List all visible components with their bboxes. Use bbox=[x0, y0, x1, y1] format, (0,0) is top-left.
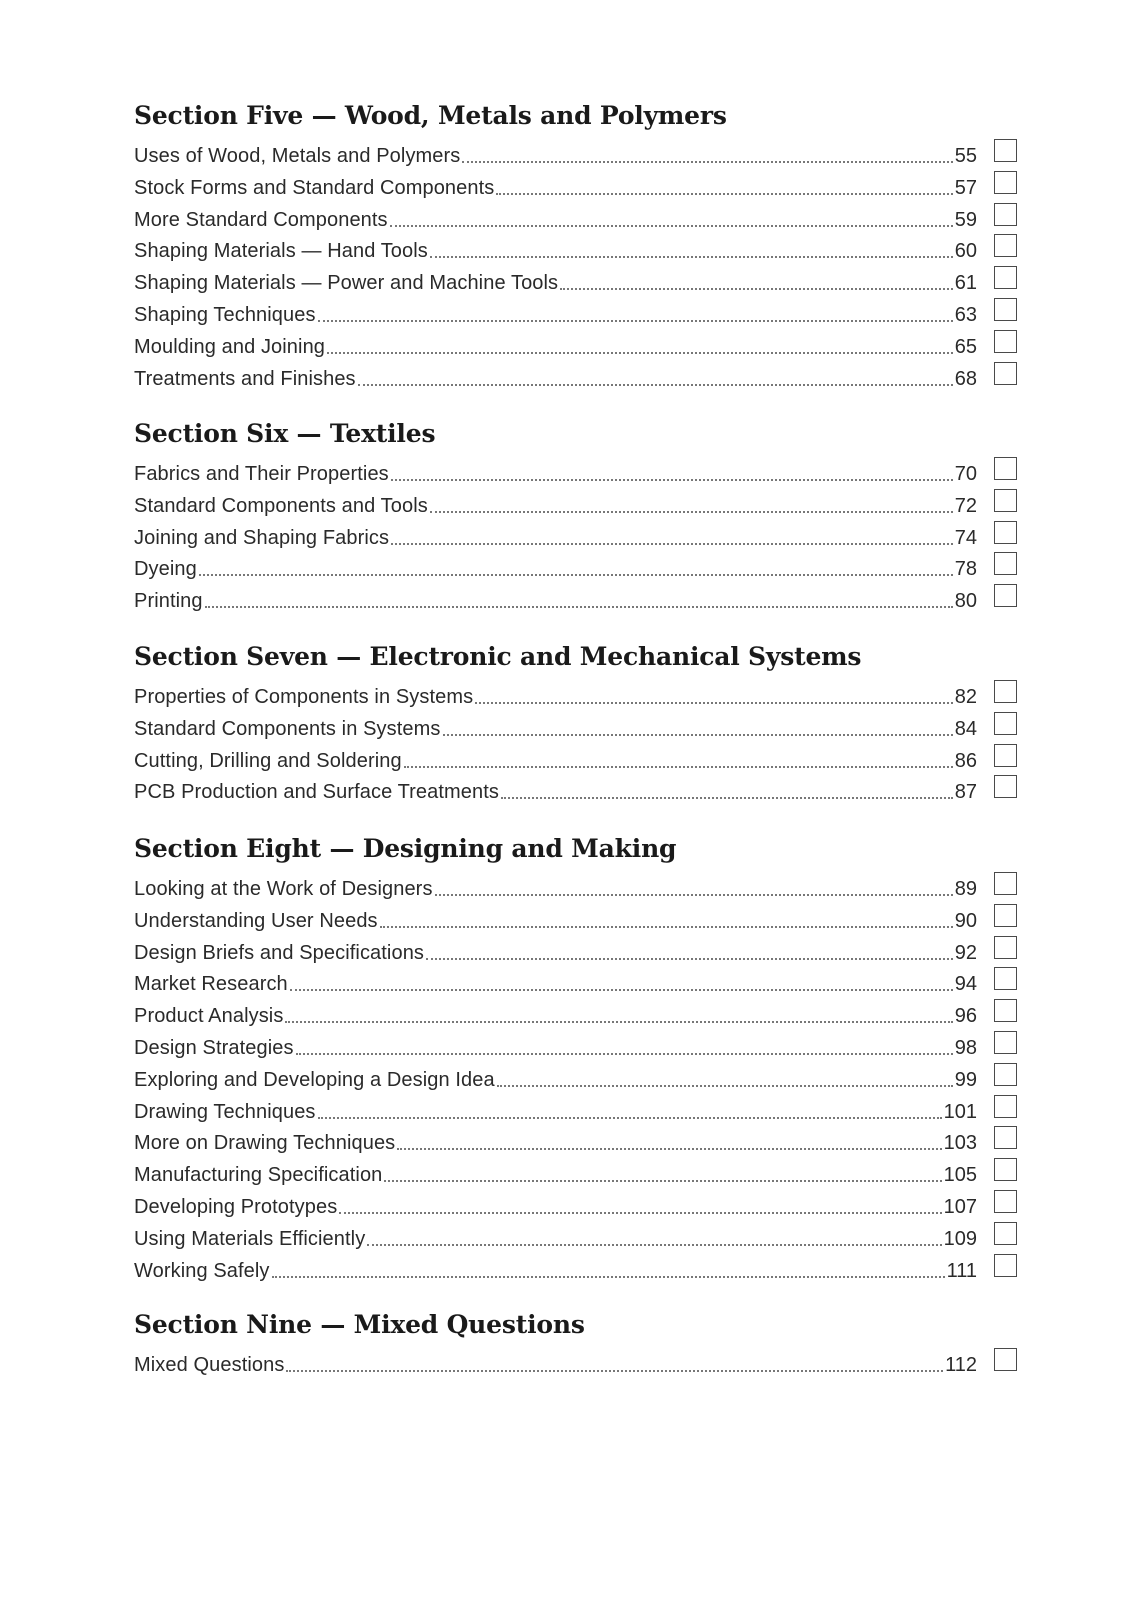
toc-entry-line bbox=[134, 329, 977, 359]
toc-entry bbox=[134, 966, 1017, 998]
dot-leader bbox=[496, 193, 952, 195]
entry-title: Understanding User Needs bbox=[134, 909, 378, 932]
page-number: 105 bbox=[943, 1164, 977, 1187]
toc-entry-line bbox=[134, 1221, 977, 1251]
dot-leader bbox=[391, 543, 953, 545]
progress-checkbox[interactable] bbox=[994, 1348, 1017, 1371]
entry-title: Uses of Wood, Metals and Polymers bbox=[134, 145, 461, 167]
dot-leader bbox=[475, 702, 953, 704]
page-number: 61 bbox=[954, 272, 977, 295]
entry-title: Shaping Materials — Hand Tools bbox=[134, 240, 428, 263]
toc-entry-line bbox=[134, 711, 977, 741]
toc-entry-line bbox=[134, 774, 977, 804]
entry-title: Working Safely bbox=[134, 1259, 270, 1282]
toc-entry-list bbox=[134, 871, 1017, 1284]
dot-leader bbox=[462, 161, 952, 163]
toc-entry-line bbox=[134, 1062, 977, 1092]
toc-entry-line bbox=[134, 903, 977, 933]
progress-checkbox[interactable] bbox=[994, 234, 1017, 257]
entry-title: Properties of Components in Systems bbox=[134, 686, 474, 708]
toc-entry bbox=[134, 679, 1017, 711]
dot-leader bbox=[390, 225, 953, 227]
dot-leader bbox=[404, 766, 953, 768]
toc-entry-line bbox=[134, 456, 977, 486]
page-number: 112 bbox=[945, 1354, 977, 1376]
page-number: 96 bbox=[954, 1005, 977, 1028]
dot-leader bbox=[318, 1117, 942, 1119]
toc-entry bbox=[134, 1253, 1017, 1285]
dot-leader bbox=[430, 511, 953, 513]
progress-checkbox[interactable] bbox=[994, 1222, 1017, 1245]
toc-entry-line bbox=[134, 679, 977, 709]
entry-title: Design Strategies bbox=[134, 1036, 294, 1059]
entry-title: Market Research bbox=[134, 973, 288, 996]
toc-entry-line bbox=[134, 998, 977, 1028]
progress-checkbox[interactable] bbox=[994, 584, 1017, 607]
entry-title: Shaping Techniques bbox=[134, 303, 316, 326]
toc-entry-line bbox=[134, 265, 977, 295]
page-number: 74 bbox=[954, 526, 977, 549]
entry-title: Treatments and Finishes bbox=[134, 367, 356, 390]
dot-leader bbox=[290, 989, 953, 991]
dot-leader bbox=[380, 926, 953, 928]
toc-entry-line bbox=[134, 1189, 977, 1219]
progress-checkbox[interactable] bbox=[994, 1254, 1017, 1277]
progress-checkbox[interactable] bbox=[994, 521, 1017, 544]
page-number: 72 bbox=[954, 494, 977, 517]
progress-checkbox[interactable] bbox=[994, 298, 1017, 321]
toc-entry bbox=[134, 903, 1017, 935]
toc-entry bbox=[134, 202, 1017, 234]
page-number: 80 bbox=[954, 590, 977, 613]
toc-entry bbox=[134, 1189, 1017, 1221]
entry-title: Fabrics and Their Properties bbox=[134, 463, 389, 485]
entry-title: More Standard Components bbox=[134, 208, 388, 231]
progress-checkbox[interactable] bbox=[994, 139, 1017, 162]
progress-checkbox[interactable] bbox=[994, 1126, 1017, 1149]
toc-entry bbox=[134, 329, 1017, 361]
section-title: Section Six — Textiles bbox=[134, 419, 436, 448]
section-title: Section Nine — Mixed Questions bbox=[134, 1310, 585, 1339]
page-number: 89 bbox=[954, 878, 977, 900]
page-number: 86 bbox=[954, 749, 977, 772]
progress-checkbox[interactable] bbox=[994, 171, 1017, 194]
dot-leader bbox=[296, 1053, 953, 1055]
entry-title: PCB Production and Surface Treatments bbox=[134, 781, 499, 804]
page-number: 59 bbox=[954, 208, 977, 231]
page-number: 84 bbox=[954, 717, 977, 740]
toc-entry bbox=[134, 551, 1017, 583]
entry-title: Looking at the Work of Designers bbox=[134, 878, 433, 900]
page-number: 65 bbox=[954, 335, 977, 358]
dot-leader bbox=[443, 734, 953, 736]
progress-checkbox[interactable] bbox=[994, 712, 1017, 735]
dot-leader bbox=[286, 1370, 943, 1372]
entry-title: Joining and Shaping Fabrics bbox=[134, 526, 390, 549]
toc-entry bbox=[134, 1030, 1017, 1062]
progress-checkbox[interactable] bbox=[994, 203, 1017, 226]
progress-checkbox[interactable] bbox=[994, 266, 1017, 289]
toc-entry-line bbox=[134, 1030, 977, 1060]
dot-leader bbox=[497, 1085, 953, 1087]
section-title: Section Eight — Designing and Making bbox=[134, 834, 677, 863]
toc-entry-line bbox=[134, 1125, 977, 1155]
page-number: 63 bbox=[954, 303, 977, 326]
progress-checkbox[interactable] bbox=[994, 999, 1017, 1022]
page-number: 78 bbox=[954, 558, 977, 581]
progress-checkbox[interactable] bbox=[994, 775, 1017, 798]
entry-title: Developing Prototypes bbox=[134, 1195, 338, 1218]
section-title: Section Five — Wood, Metals and Polymers bbox=[134, 101, 727, 130]
progress-checkbox[interactable] bbox=[994, 1095, 1017, 1118]
page-number: 90 bbox=[954, 909, 977, 932]
dot-leader bbox=[391, 479, 953, 481]
toc-entry-line bbox=[134, 233, 977, 263]
toc-entry-line bbox=[134, 935, 977, 965]
toc-entry-line bbox=[134, 743, 977, 773]
dot-leader bbox=[358, 384, 953, 386]
dot-leader bbox=[560, 288, 953, 290]
entry-title: Manufacturing Specification bbox=[134, 1164, 383, 1187]
page-number: 111 bbox=[946, 1259, 977, 1282]
page-number: 101 bbox=[943, 1100, 977, 1123]
dot-leader bbox=[272, 1276, 945, 1278]
dot-leader bbox=[426, 958, 953, 960]
toc-entry-line bbox=[134, 202, 977, 232]
toc-entry bbox=[134, 935, 1017, 967]
page-number: 57 bbox=[954, 176, 977, 199]
toc-entry bbox=[134, 1094, 1017, 1126]
dot-leader bbox=[318, 320, 953, 322]
progress-checkbox[interactable] bbox=[994, 1158, 1017, 1181]
page-number: 82 bbox=[954, 686, 977, 708]
toc-entry-line bbox=[134, 966, 977, 996]
page-number: 70 bbox=[954, 463, 977, 485]
progress-checkbox[interactable] bbox=[994, 904, 1017, 927]
page-number: 109 bbox=[943, 1227, 977, 1250]
toc-entry-line bbox=[134, 520, 977, 550]
entry-title: Exploring and Developing a Design Idea bbox=[134, 1068, 495, 1091]
page-number: 55 bbox=[954, 145, 977, 167]
toc-entry-list bbox=[134, 1347, 1017, 1379]
page-number: 99 bbox=[954, 1068, 977, 1091]
toc-entry bbox=[134, 1062, 1017, 1094]
entry-title: Moulding and Joining bbox=[134, 335, 326, 358]
page-number: 98 bbox=[954, 1036, 977, 1059]
progress-checkbox[interactable] bbox=[994, 872, 1017, 895]
toc-entry-line bbox=[134, 1157, 977, 1187]
entry-title: Cutting, Drilling and Soldering bbox=[134, 749, 402, 772]
page-number: 68 bbox=[954, 367, 977, 390]
entry-title: Standard Components and Tools bbox=[134, 494, 428, 517]
toc-entry bbox=[134, 520, 1017, 552]
toc-entry bbox=[134, 871, 1017, 903]
page-number: 107 bbox=[943, 1195, 977, 1218]
toc-entry bbox=[134, 1221, 1017, 1253]
dot-leader bbox=[384, 1180, 941, 1182]
dot-leader bbox=[367, 1244, 941, 1246]
entry-title: Mixed Questions bbox=[134, 1354, 285, 1376]
dot-leader bbox=[430, 256, 953, 258]
toc-entry bbox=[134, 774, 1017, 806]
toc-entry-line bbox=[134, 170, 977, 200]
progress-checkbox[interactable] bbox=[994, 330, 1017, 353]
entry-title: Product Analysis bbox=[134, 1005, 284, 1028]
entry-title: Standard Components in Systems bbox=[134, 717, 441, 740]
progress-checkbox[interactable] bbox=[994, 1190, 1017, 1213]
toc-entry bbox=[134, 711, 1017, 743]
page-number: 60 bbox=[954, 240, 977, 263]
progress-checkbox[interactable] bbox=[994, 552, 1017, 575]
toc-entry-list bbox=[134, 138, 1017, 392]
toc-entry bbox=[134, 743, 1017, 775]
entry-title: Dyeing bbox=[134, 558, 197, 581]
entry-title: Printing bbox=[134, 590, 203, 613]
toc-entry-line bbox=[134, 1347, 977, 1377]
page-number: 87 bbox=[954, 781, 977, 804]
entry-title: Design Briefs and Specifications bbox=[134, 941, 425, 964]
toc-entry bbox=[134, 170, 1017, 202]
toc-entry bbox=[134, 1125, 1017, 1157]
toc-entry bbox=[134, 1347, 1017, 1379]
toc-entry bbox=[134, 297, 1017, 329]
toc-entry bbox=[134, 361, 1017, 393]
page-number: 103 bbox=[943, 1132, 977, 1155]
toc-entry bbox=[134, 583, 1017, 615]
progress-checkbox[interactable] bbox=[994, 936, 1017, 959]
section-title: Section Seven — Electronic and Mechanical Systems bbox=[134, 642, 862, 671]
page-number: 92 bbox=[954, 941, 977, 964]
toc-entry-line bbox=[134, 1253, 977, 1283]
entry-title: More on Drawing Techniques bbox=[134, 1132, 396, 1155]
toc-entry bbox=[134, 265, 1017, 297]
page-number: 94 bbox=[954, 973, 977, 996]
dot-leader bbox=[501, 797, 953, 799]
toc-entry-line bbox=[134, 1094, 977, 1124]
dot-leader bbox=[199, 574, 953, 576]
toc-entry-line bbox=[134, 138, 977, 168]
toc-entry-list bbox=[134, 456, 1017, 615]
progress-checkbox[interactable] bbox=[994, 489, 1017, 512]
toc-entry-line bbox=[134, 583, 977, 613]
entry-title: Shaping Materials — Power and Machine Tools bbox=[134, 272, 559, 295]
progress-checkbox[interactable] bbox=[994, 1031, 1017, 1054]
dot-leader bbox=[397, 1148, 941, 1150]
toc-entry-line bbox=[134, 871, 977, 901]
toc-entry bbox=[134, 1157, 1017, 1189]
progress-checkbox[interactable] bbox=[994, 1063, 1017, 1086]
toc-entry-line bbox=[134, 297, 977, 327]
dot-leader bbox=[327, 352, 953, 354]
progress-checkbox[interactable] bbox=[994, 457, 1017, 480]
toc-entry-list bbox=[134, 679, 1017, 806]
entry-title: Drawing Techniques bbox=[134, 1100, 316, 1123]
entry-title: Using Materials Efficiently bbox=[134, 1227, 366, 1250]
dot-leader bbox=[285, 1021, 952, 1023]
dot-leader bbox=[339, 1212, 941, 1214]
progress-checkbox[interactable] bbox=[994, 744, 1017, 767]
toc-entry-line bbox=[134, 551, 977, 581]
progress-checkbox[interactable] bbox=[994, 362, 1017, 385]
toc-entry bbox=[134, 233, 1017, 265]
toc-entry bbox=[134, 138, 1017, 170]
toc-entry bbox=[134, 488, 1017, 520]
progress-checkbox[interactable] bbox=[994, 680, 1017, 703]
toc-entry-line bbox=[134, 488, 977, 518]
dot-leader bbox=[205, 606, 953, 608]
entry-title: Stock Forms and Standard Components bbox=[134, 176, 495, 199]
toc-entry-line bbox=[134, 361, 977, 391]
progress-checkbox[interactable] bbox=[994, 967, 1017, 990]
dot-leader bbox=[435, 894, 953, 896]
toc-entry bbox=[134, 998, 1017, 1030]
toc-entry bbox=[134, 456, 1017, 488]
